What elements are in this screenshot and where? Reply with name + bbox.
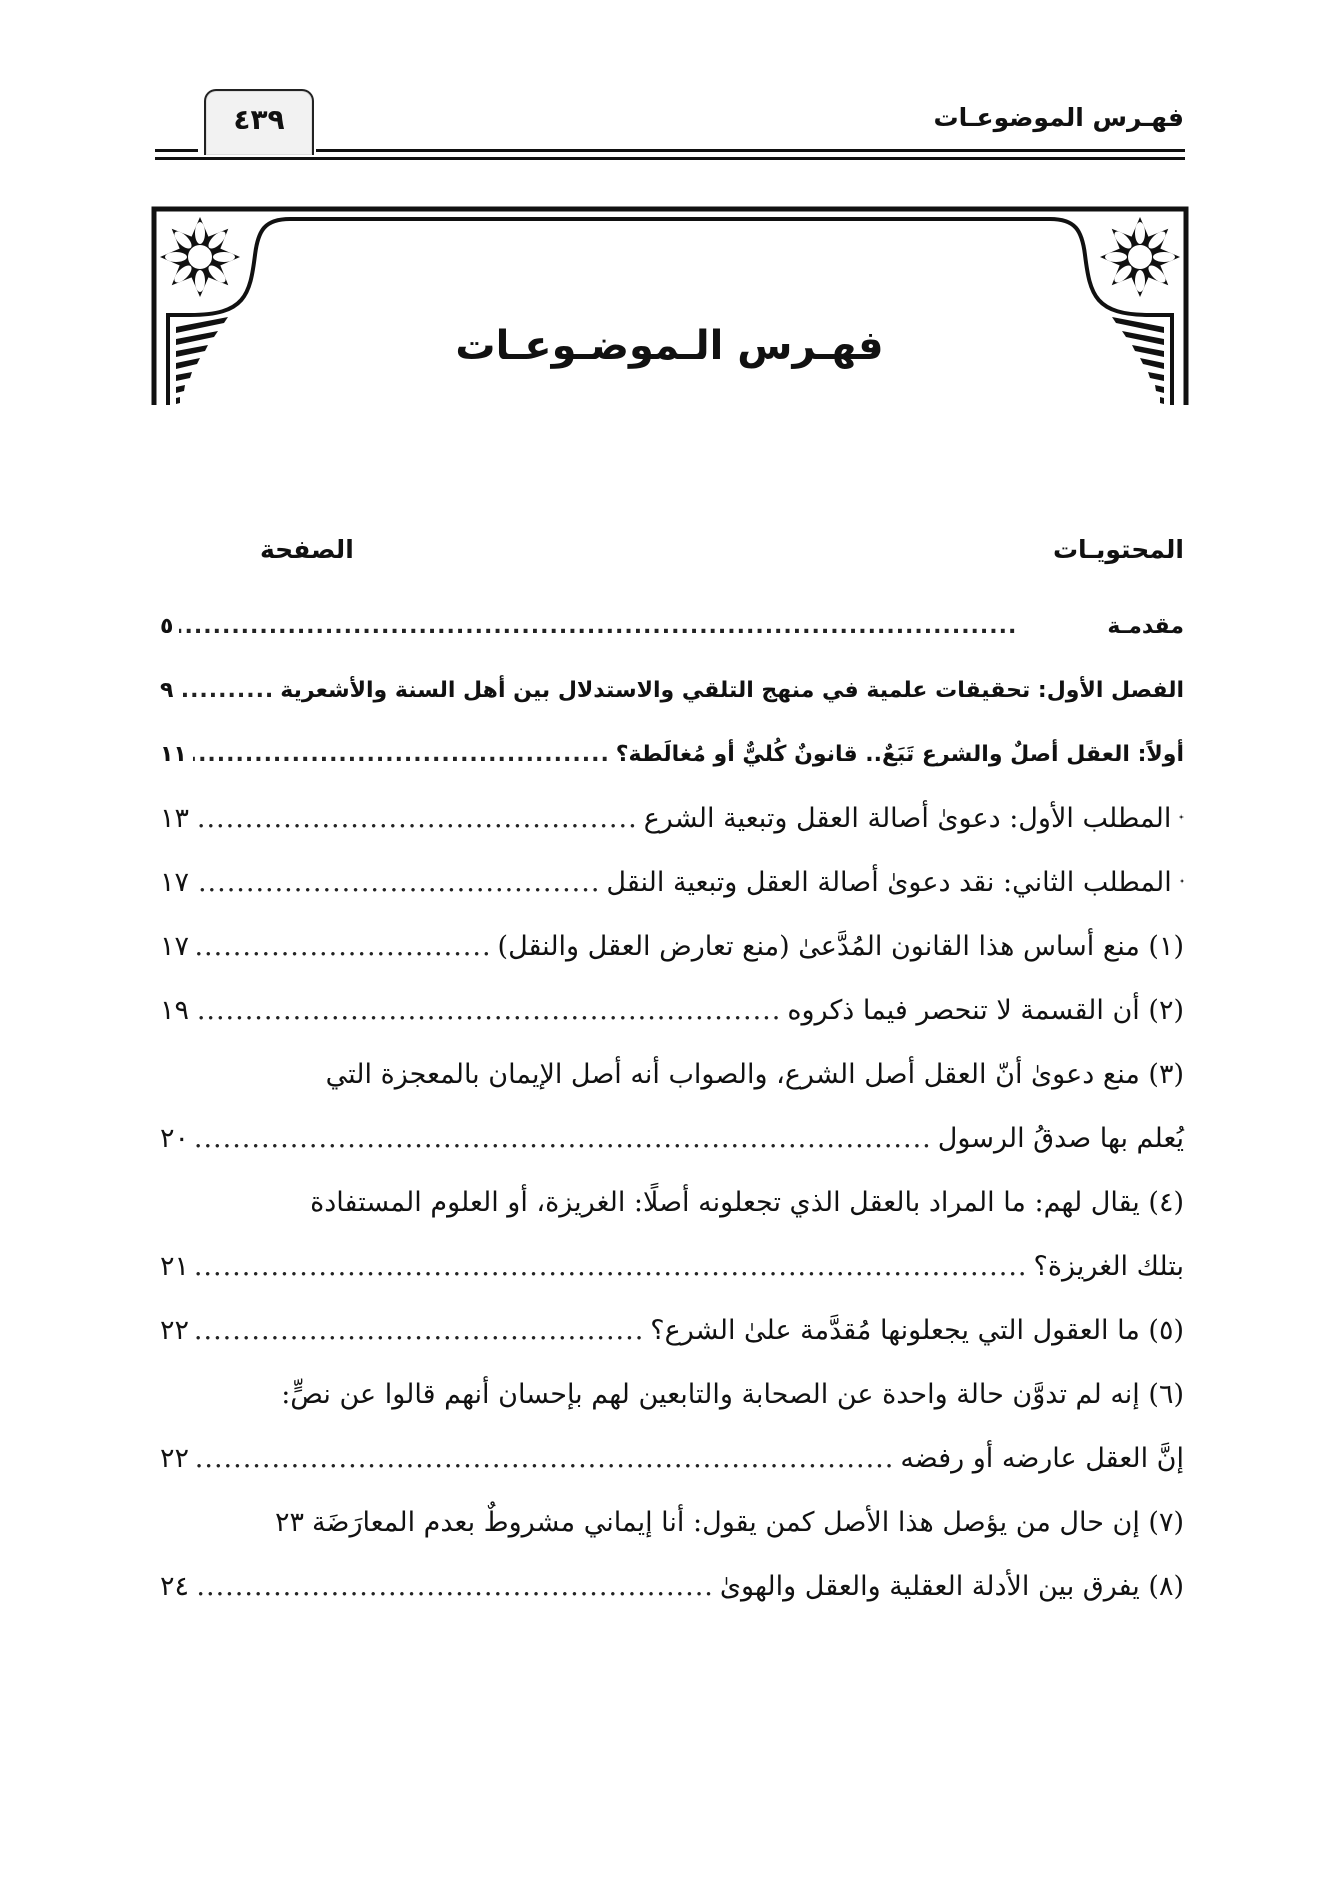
toc-entry: الفصل الأول: تحقيقات علمية في منهج التلقي والاستدلال بين أهل السنة والأشعرية ..... ٩ — [160, 659, 1184, 723]
dot-leader — [179, 595, 1017, 659]
star-bullet-icon — [1180, 871, 1184, 891]
dot-leader — [195, 1107, 932, 1171]
dot-leader — [195, 851, 600, 915]
page-number: ٤٣٩ — [233, 103, 285, 136]
rosette-icon — [150, 200, 257, 313]
toc-entry: المطلب الثاني: نقد دعوىٰ أصالة العقل وتبعية النقل ..... ١٧ — [160, 851, 1184, 915]
running-title: فهـرس الموضوعـات — [933, 103, 1184, 132]
toc-entry-line: (٤) يقال لهم: ما المراد بالعقل الذي تجعلونه أصلًا: الغريزة، أو العلوم المستفادة — [310, 1187, 1184, 1218]
toc-entry: (٧) إن حال من يؤصل هذا الأصل كمن يقول: أنا إيماني مشروطٌ بعدم المعارَضَة ٢٣ — [275, 1507, 1184, 1538]
toc-entry: (٥) ما العقول التي يجعلونها مُقدَّمة علىٰ الشرع؟ ..... ٢٢ — [160, 1299, 1184, 1363]
page-header — [0, 0, 1339, 170]
dot-leader — [195, 787, 638, 851]
dot-leader — [193, 723, 610, 787]
toc-header — [160, 535, 1184, 595]
header-rule — [155, 157, 1185, 160]
page-column-label: الصفحة — [260, 535, 354, 564]
toc-entry: (٢) أن القسمة لا تنحصر فيما ذكروه ..... ١٩ — [160, 979, 1184, 1043]
toc-entry: (١) منع أساس هذا القانون المُدَّعىٰ (منع تعارض العقل والنقل) ..... ١٧ — [160, 915, 1184, 979]
table-of-contents — [160, 535, 1184, 1619]
page-number-box — [204, 89, 314, 155]
contents-column-label: المحتويـات — [1052, 535, 1184, 564]
toc-entry: مقدمـة ..... ٥ — [160, 595, 1184, 659]
dot-leader — [195, 979, 781, 1043]
toc-entry: (٨) يفرق بين الأدلة العقلية والعقل والهوىٰ ..... ٢٤ — [160, 1555, 1184, 1619]
dot-leader — [195, 915, 492, 979]
toc-entry-line: (٣) منع دعوىٰ أنّ العقل أصل الشرع، والصواب أنه أصل الإيمان بالمعجزة التي — [325, 1059, 1184, 1090]
page-title: فهـرس الـموضـوعـات — [455, 323, 884, 369]
toc-entry-line: (٦) إنه لم تدوَّن حالة واحدة عن الصحابة والتابعين لهم بإحسان أنهم قالوا عن نصٍّ: — [281, 1379, 1184, 1410]
dot-leader — [179, 659, 274, 723]
star-bullet-icon — [1179, 807, 1184, 827]
toc-entry: يُعلم بها صدقُ الرسول ..... ٢٠ — [160, 1107, 1184, 1171]
dot-leader — [195, 1555, 714, 1619]
dot-leader — [195, 1299, 644, 1363]
toc-entry: إنَّ العقل عارضه أو رفضه ..... ٢٢ — [160, 1427, 1184, 1491]
rosette-icon — [1083, 200, 1190, 313]
dot-leader — [195, 1427, 894, 1491]
dot-leader — [195, 1235, 1028, 1299]
toc-entry: بتلك الغريزة؟ ..... ٢١ — [160, 1235, 1184, 1299]
toc-entry: أولاً: العقل أصلٌ والشرع تَبَعٌ.. قانونٌ كُليٌّ أو مُغالَطة؟ ..... ١١ — [160, 723, 1184, 787]
toc-entry: المطلب الأول: دعوىٰ أصالة العقل وتبعية الشرع ..... ١٣ — [160, 787, 1184, 851]
ornamental-frame — [150, 195, 1190, 405]
